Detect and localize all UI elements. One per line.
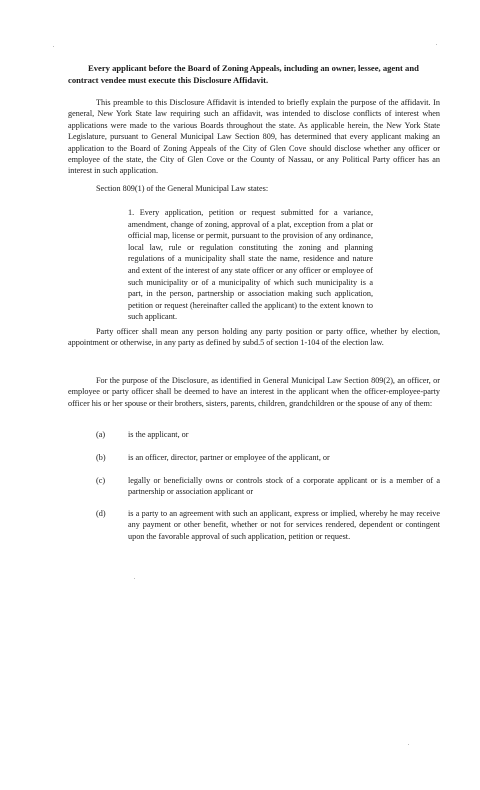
- scan-speck: [436, 44, 437, 45]
- preamble-paragraph: This preamble to this Disclosure Affidavit is intended to briefly explain the purpose of the affidavit. In general, New York State law requiring such an affidavit, was intended to disclose conflicts of interest when applications were made to the various Boards throughout the state. As applicable herein, the New York State Legislature, pursuant to General Municipal Law Section 809, has determined that every applicant making an application to the Board of Zoning Appeals of the City of Glen Cove should disclose whether any officer or employee of the state, the City of Glen Cove or the County of Nassau, or any Political Party officer has an interest in such application.: [68, 98, 440, 176]
- scan-speck: [134, 578, 135, 579]
- list-item-text: is a party to an agreement with such an applicant, express or implied, whereby he may receive any payment or other benefit, whether or not for services rendered, dependent or contingent upon the favorable approval of such application, petition or request.: [128, 509, 440, 541]
- party-officer-paragraph: Party officer shall mean any person holding any party position or party office, whether by election, appointment or otherwise, in any party as defined by subd.5 of section 1-104 of the election law.: [68, 327, 440, 348]
- scan-speck: [408, 744, 409, 745]
- scan-speck: [53, 46, 54, 47]
- section-intro-paragraph: Section 809(1) of the General Municipal Law states:: [96, 184, 269, 193]
- list-item-text: is an officer, director, partner or employee of the applicant, or: [128, 453, 330, 462]
- list-item-label: (b): [96, 453, 106, 462]
- list-item-label: (a): [96, 430, 106, 439]
- affidavit-heading: Every applicant before the Board of Zoning Appeals, including an owner, lessee, agent and contract vendee must execute this Disclosure Affidavit.: [68, 63, 419, 85]
- list-item-label: (c): [96, 476, 106, 485]
- purpose-paragraph: For the purpose of the Disclosure, as identified in General Municipal Law Section 809(2), an officer, or employee or party officer shall be deemed to have an interest in the applicant when the officer-employee-party officer his or her spouse or their brothers, sisters, parents, children, grandchildren or the spouse of any of them:: [68, 376, 440, 408]
- list-item-label: (d): [96, 509, 106, 518]
- list-item-text: legally or beneficially owns or controls stock of a corporate applicant or is a member of a partnership or association applicant or: [128, 476, 440, 497]
- list-item-text: is the applicant, or: [128, 430, 189, 439]
- section-809-quote: 1. Every application, petition or request submitted for a variance, amendment, change of zoning, approval of a plat, exception from a plat or official map, license or permit, pursuant to the provision of any ordinance, local law, rule or regulation constituting the zoning and planning regulations of a municipality shall state the name, residence and nature and extent of the interest of any state officer or any officer or employee of such municipality or of a municipality of which such municipality is a part, in the person, partnership or association making such application, petition or request (hereinafter called the applicant) to the extent known to such applicant.: [128, 208, 373, 322]
